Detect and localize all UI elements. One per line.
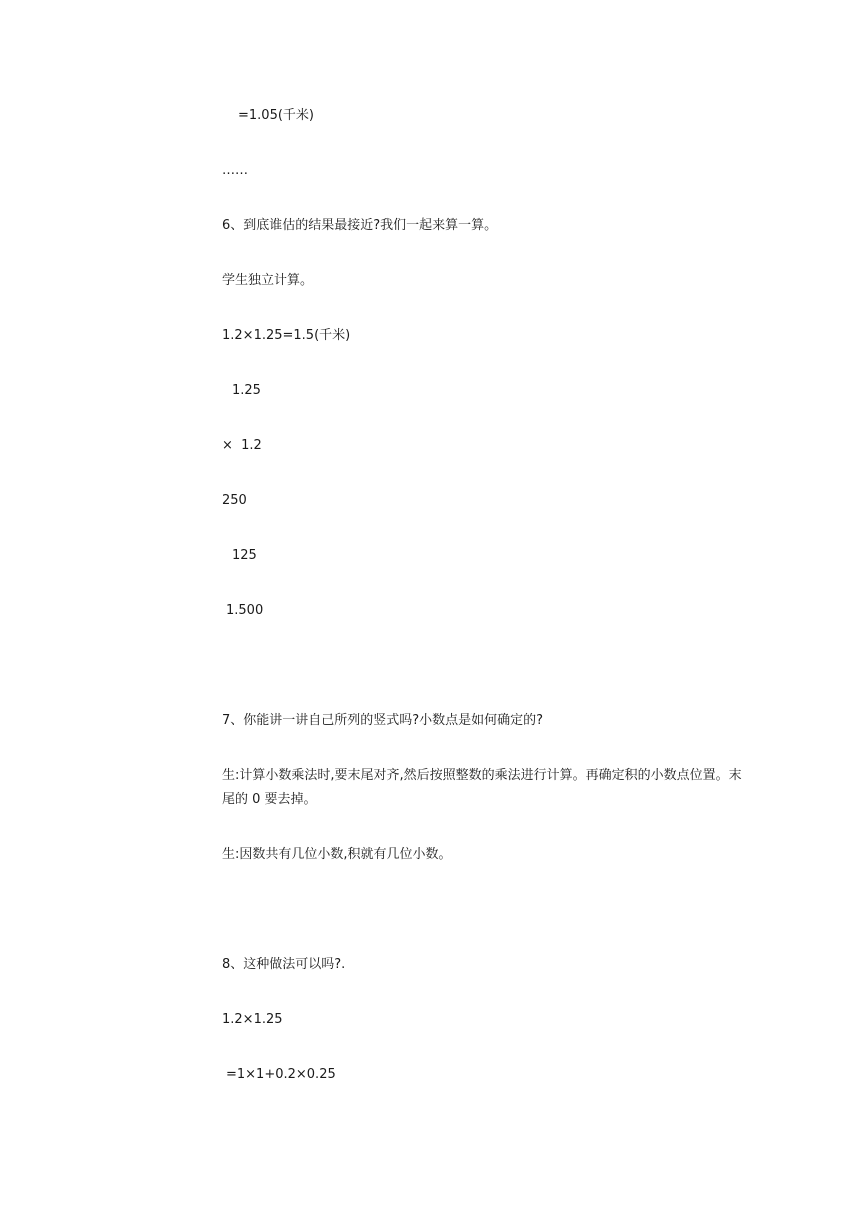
student-answer-paragraph-1: 生:计算小数乘法时,要末尾对齐,然后按照整数的乘法进行计算。再确定积的小数点位置。末尾的 0 要去掉。 xyxy=(222,768,742,807)
expression-expansion-line: =1×1+0.2×0.25 xyxy=(226,1067,336,1082)
step-8-heading: 8、这种做法可以吗?. xyxy=(222,957,346,972)
equation-result-line: =1.05(千米) xyxy=(238,108,314,123)
student-calculation-line: 学生独立计算。 xyxy=(222,273,314,288)
student-answer-paragraph-2: 生:因数共有几位小数,积就有几位小数。 xyxy=(222,847,452,862)
vertical-calc-partial-1: 250 xyxy=(222,493,247,508)
step-7-heading: 7、你能讲一讲自己所列的竖式吗?小数点是如何确定的? xyxy=(222,713,544,728)
vertical-calc-multiplier: × 1.2 xyxy=(222,438,262,453)
multiplication-equation-line: 1.2×1.25=1.5(千米) xyxy=(222,328,351,343)
vertical-calc-product: 1.500 xyxy=(226,603,264,618)
ellipsis-line: …… xyxy=(222,163,248,178)
step-6-heading: 6、到底谁估的结果最接近?我们一起来算一算。 xyxy=(222,218,498,233)
expression-line: 1.2×1.25 xyxy=(222,1012,283,1027)
vertical-calc-multiplicand: 1.25 xyxy=(232,383,261,398)
vertical-calc-partial-2: 125 xyxy=(232,548,257,563)
